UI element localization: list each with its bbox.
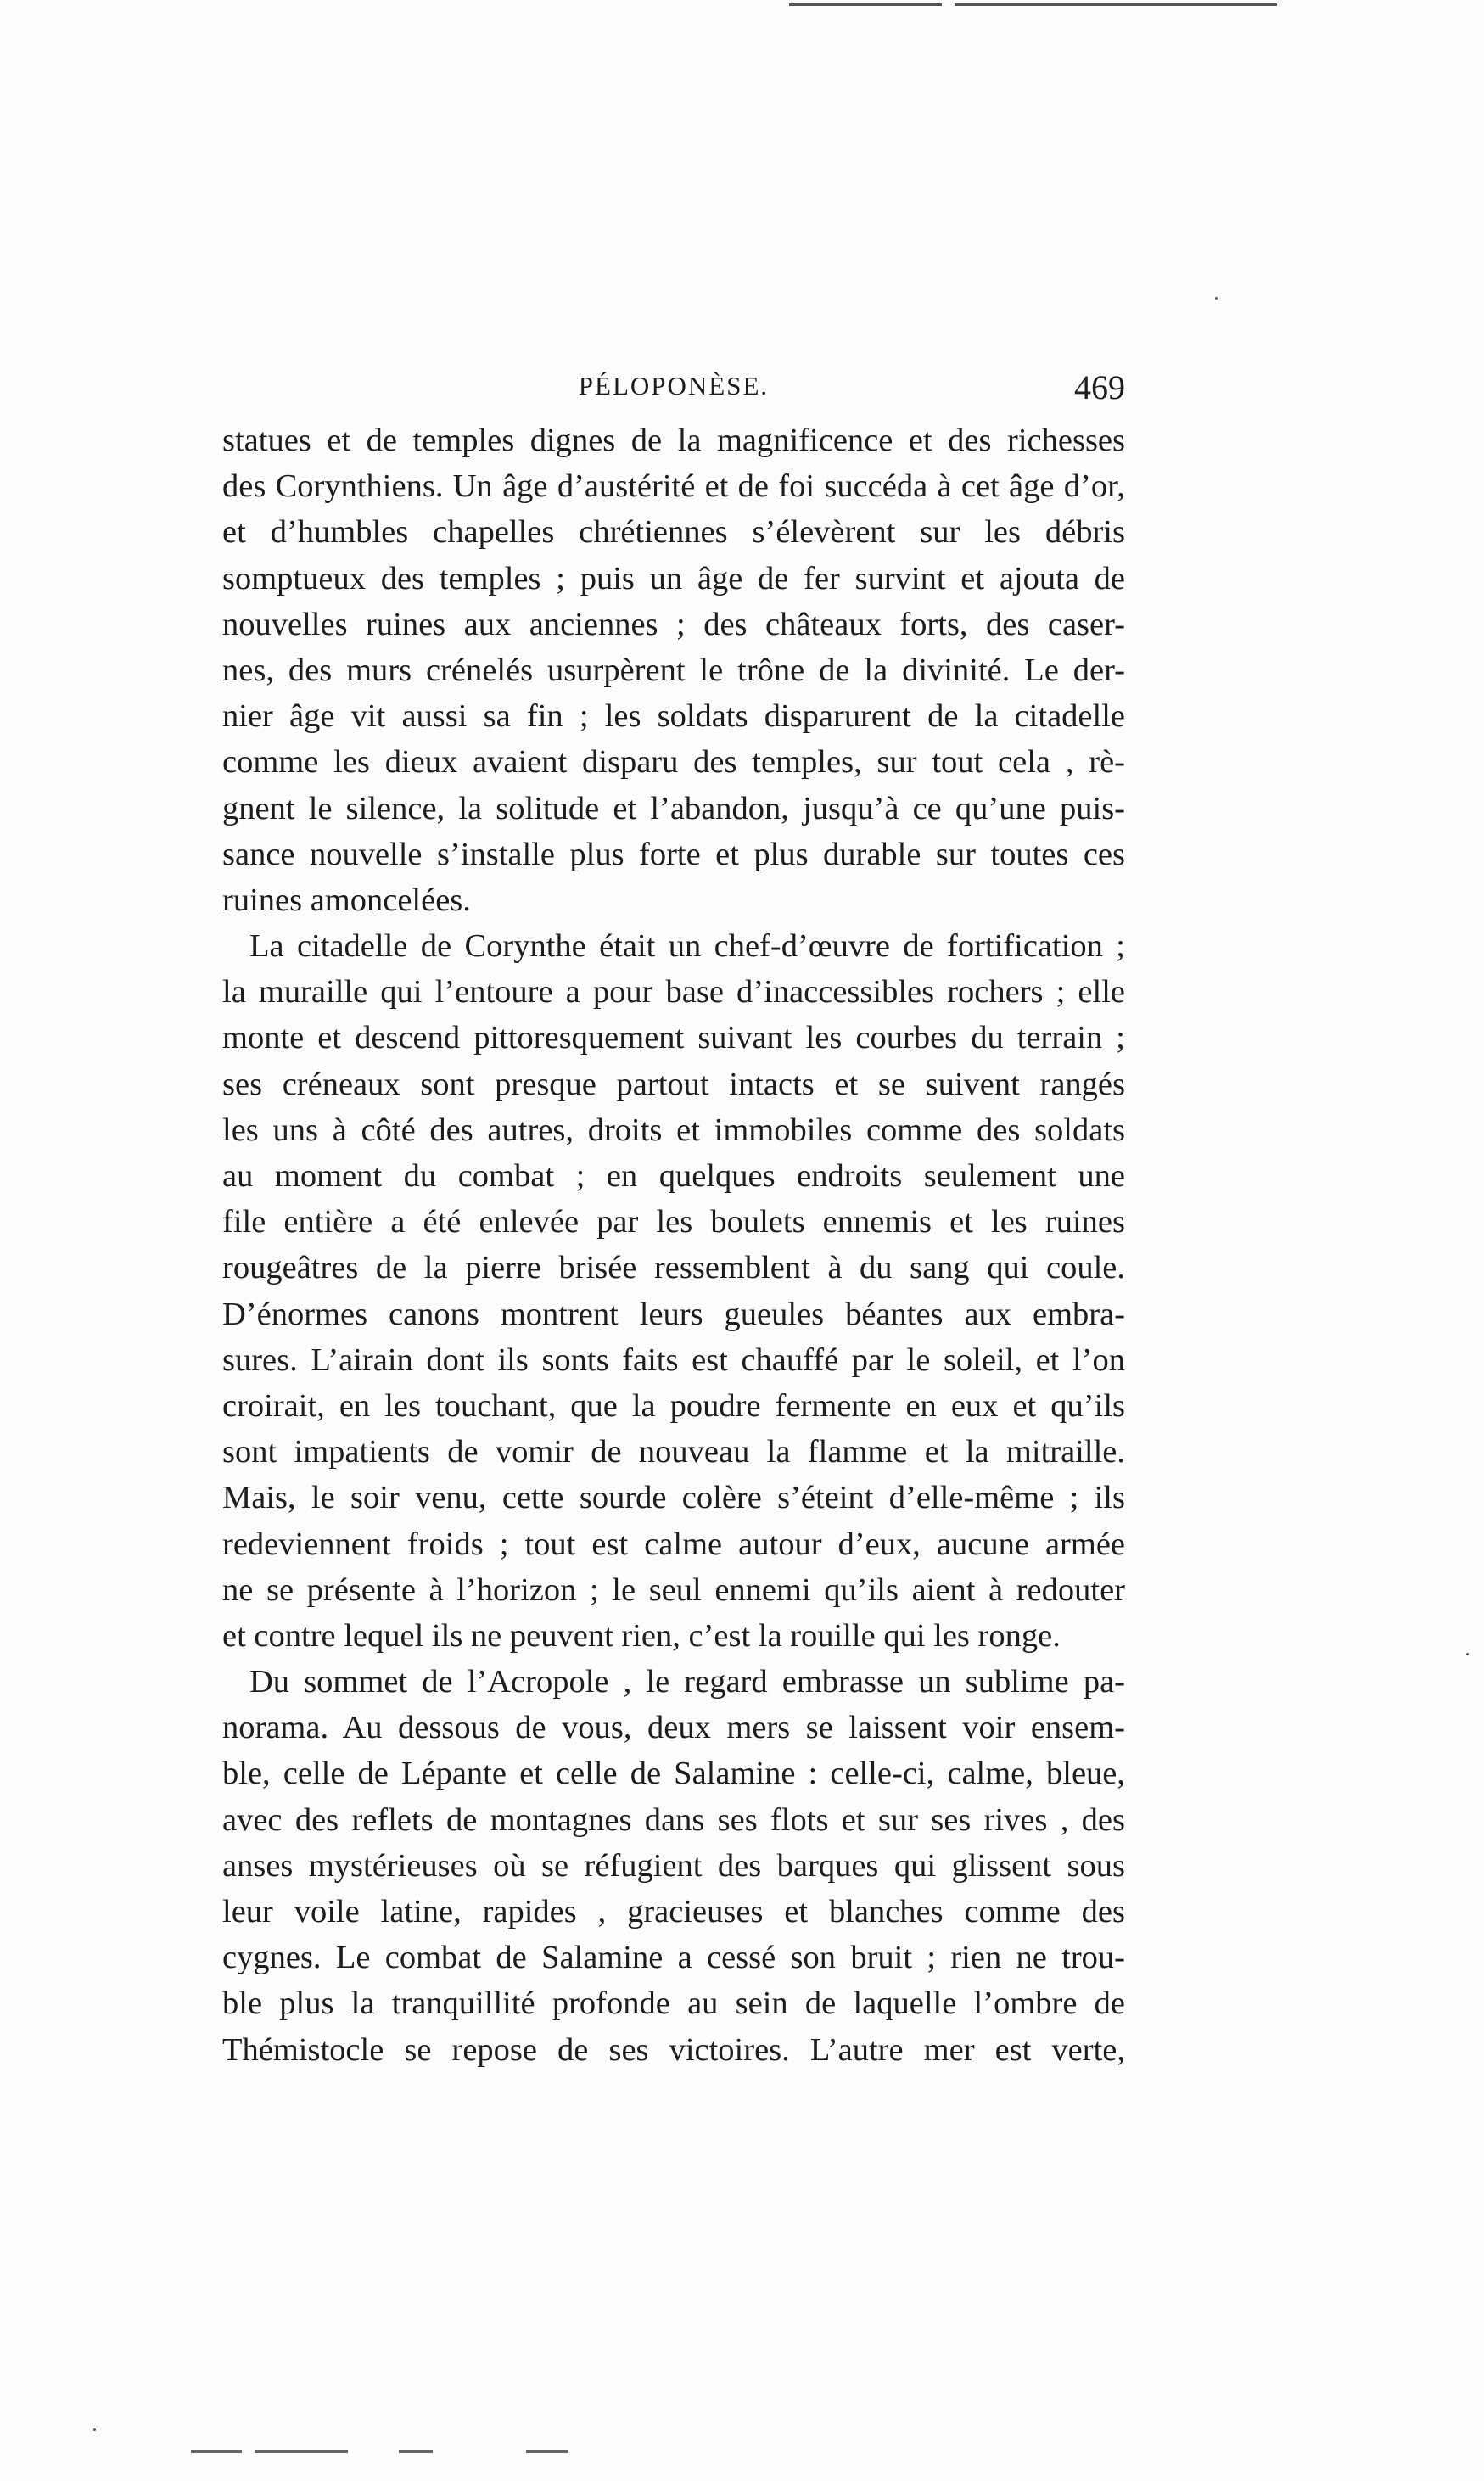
page-speck [93, 2428, 96, 2431]
text-line: sont impatients de vomir de nouveau la flamme et la mitraille. [222, 1434, 1125, 1470]
top-edge-rule [789, 3, 942, 6]
text-line: la muraille qui l’entoure a pour base d’inaccessibles rochers ; elle [222, 974, 1125, 1011]
text-line: norama. Au dessous de vous, deux mers se laissent voir ensem- [222, 1710, 1125, 1746]
text-line: sance nouvelle s’installe plus forte et plus durable sur toutes ces [222, 836, 1125, 872]
bottom-edge-rule [191, 2450, 242, 2453]
text-line: somptueux des temples ; puis un âge de fer survint et ajouta de [222, 560, 1125, 596]
text-line: file entière a été enlevée par les boulets ennemis et les ruines [222, 1204, 1125, 1240]
text-line: leur voile latine, rapides , gracieuses et blanches comme des [222, 1894, 1125, 1929]
text-line: nes, des murs crénelés usurpèrent le trône de la divinité. Le der- [222, 652, 1125, 688]
text-line: les uns à côté des autres, droits et immobiles comme des soldats [222, 1112, 1125, 1148]
text-line: ble plus la tranquillité profonde au sein de laquelle l’ombre de [222, 1985, 1125, 2022]
text-line: redeviennent froids ; tout est calme autour d’eux, aucune armée [222, 1526, 1125, 1562]
text-line: au moment du combat ; en quelques endroits seulement une [222, 1158, 1125, 1194]
text-line: La citadelle de Corynthe était un chef-d’œuvre de fortification ; [249, 928, 1125, 965]
text-line: Thémistocle se repose de ses victoires. L’autre mer est verte, [222, 2031, 1125, 2068]
text-line: croirait, en les touchant, que la poudre fermente en eux et qu’ils [222, 1387, 1125, 1424]
text-line: monte et descend pittoresquement suivant les courbes du terrain ; [222, 1020, 1125, 1056]
bottom-edge-rule [255, 2450, 348, 2453]
body-text [222, 417, 1125, 2073]
text-line: statues et de temples dignes de la magnificence et des richesses [222, 423, 1125, 458]
top-edge-rule [955, 3, 1277, 6]
text-line: comme les dieux avaient disparu des temples, sur tout cela , rè- [222, 744, 1125, 781]
text-line: D’énormes canons montrent leurs gueules béantes aux embra- [222, 1296, 1125, 1332]
text-line: ses créneaux sont presque partout intacts et se suivent rangés [222, 1066, 1125, 1102]
text-line: et contre lequel ils ne peuvent rien, c’est la rouille qui les ronge. [222, 1617, 1061, 1654]
text-line: des Corynthiens. Un âge d’austérité et de foi succéda à cet âge d’or, [222, 468, 1125, 505]
page-number: 469 [1074, 368, 1125, 406]
text-line: ne se présente à l’horizon ; le seul ennemi qu’ils aient à redouter [222, 1571, 1125, 1608]
text-line: sures. L’airain dont ils sonts faits est chauffé par le soleil, et l’on [222, 1341, 1125, 1378]
page-speck [1215, 297, 1218, 300]
text-line: ble, celle de Lépante et celle de Salamine : celle-ci, calme, bleue, [222, 1756, 1125, 1792]
text-line: nouvelles ruines aux anciennes ; des châteaux forts, des caser- [222, 606, 1125, 642]
text-line: nier âge vit aussi sa fin ; les soldats disparurent de la citadelle [222, 698, 1125, 735]
running-head [222, 368, 1125, 422]
text-line: Mais, le soir venu, cette sourde colère s’éteint d’elle-même ; ils [222, 1480, 1125, 1516]
page-speck [1466, 1653, 1469, 1655]
text-line: avec des reflets de montagnes dans ses flots et sur ses rives , des [222, 1801, 1125, 1838]
text-line: anses mystérieuses où se réfugient des barques qui glissent sous [222, 1847, 1125, 1884]
text-line: rougeâtres de la pierre brisée ressemblent à du sang qui coule. [222, 1250, 1125, 1286]
text-line: Du sommet de l’Acropole , le regard embrasse un sublime pa- [249, 1664, 1125, 1700]
text-line: cygnes. Le combat de Salamine a cessé son bruit ; rien ne trou- [222, 1940, 1125, 1976]
text-line: gnent le silence, la solitude et l’abandon, jusqu’à ce qu’une puis- [222, 790, 1125, 826]
bottom-edge-rule [399, 2450, 433, 2453]
bottom-edge-rule [526, 2450, 568, 2453]
running-title: PÉLOPONÈSE. [578, 371, 770, 400]
text-line: et d’humbles chapelles chrétiennes s’élevèrent sur les débris [222, 514, 1125, 551]
text-line: ruines amoncelées. [222, 882, 471, 918]
